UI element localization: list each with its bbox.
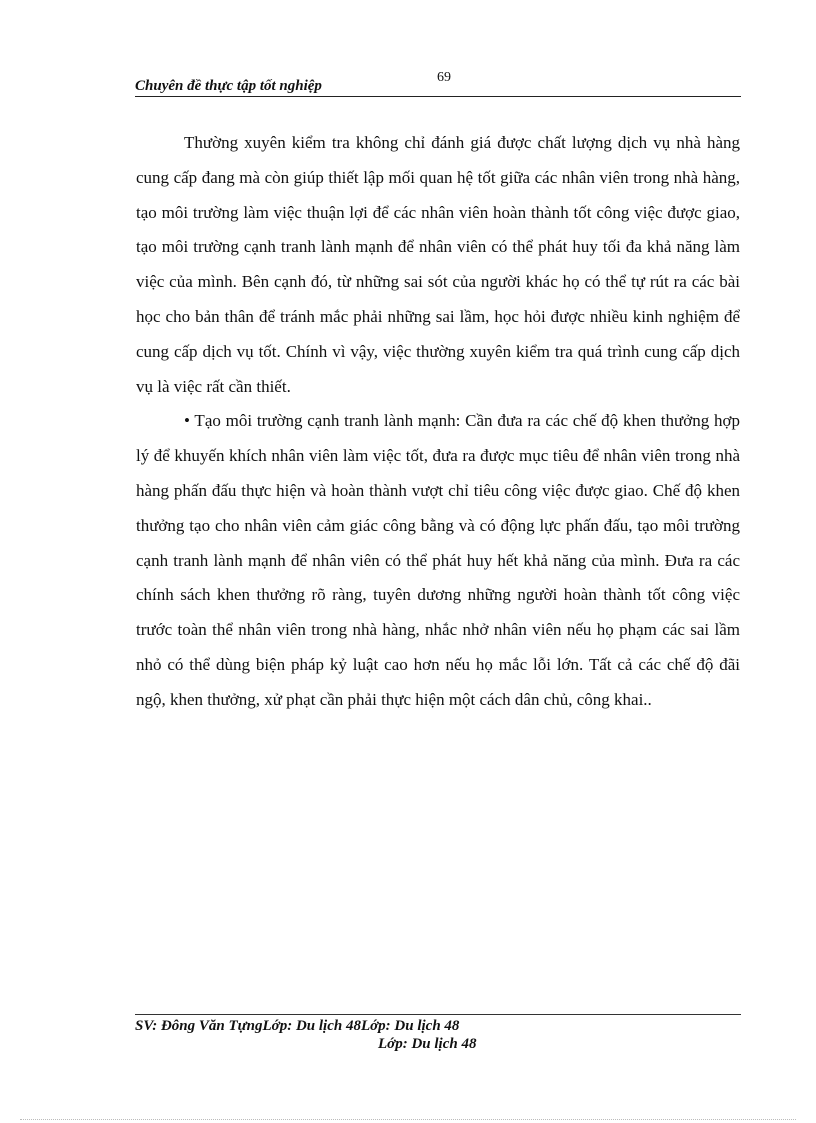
footer-student-info: SV: Đông Văn TựngLớp: Du lịch 48Lớp: Du lịch 48 xyxy=(135,1018,460,1034)
paragraph: • Tạo môi trường cạnh tranh lành mạnh: Cần đưa ra các chế độ khen thưởng hợp lý để khuyến khích nhân viên làm việc tốt, đưa ra được mục tiêu để nhân viên trong nhà hàng phấn đấu thực hiện và hoàn thành vượt chỉ tiêu công việc được giao. Chế độ khen thưởng tạo cho nhân viên cảm giác công bằng và có động lực phấn đấu, tạo môi trường cạnh tranh lành mạnh để nhân viên có thể phát huy hết khả năng của mình. Đưa ra các chính sách khen thưởng rõ ràng, tuyên dương những người hoàn thành tốt công việc trước toàn thể nhân viên trong nhà hàng, nhắc nhở nhân viên nếu họ phạm các sai lầm nhỏ có thể dùng biện pháp kỷ luật cao hơn nếu họ mắc lỗi lớn. Tất cả các chế độ đãi ngộ, khen thưởng, xử phạt cần phải thực hiện một cách dân chủ, công khai.. xyxy=(136,411,740,709)
paragraph: Thường xuyên kiểm tra không chỉ đánh giá được chất lượng dịch vụ nhà hàng cung cấp đang mà còn giúp thiết lập mối quan hệ tốt giữa các nhân viên trong nhà hàng, tạo môi trường làm việc thuận lợi để các nhân viên hoàn thành tốt công việc được giao, tạo môi trường cạnh tranh lành mạnh để nhân viên có thể phát huy tối đa khả năng làm việc của mình. Bên cạnh đó, từ những sai sót của người khác họ có thể tự rút ra các bài học cho bản thân để tránh mắc phải những sai lầm, học hỏi được nhiều kinh nghiệm để cung cấp dịch vụ tốt. Chính vì vậy, việc thường xuyên kiểm tra quá trình cung cấp dịch vụ là việc rất cần thiết. xyxy=(136,133,740,396)
footer-divider xyxy=(135,1014,741,1015)
footer-class-info: Lớp: Du lịch 48 xyxy=(378,1036,477,1052)
page-bottom-border xyxy=(20,1119,796,1120)
header-title: Chuyên đề thực tập tốt nghiệp xyxy=(135,78,322,94)
document-body xyxy=(136,126,740,718)
page-header xyxy=(135,66,741,97)
page-number: 69 xyxy=(437,70,451,85)
